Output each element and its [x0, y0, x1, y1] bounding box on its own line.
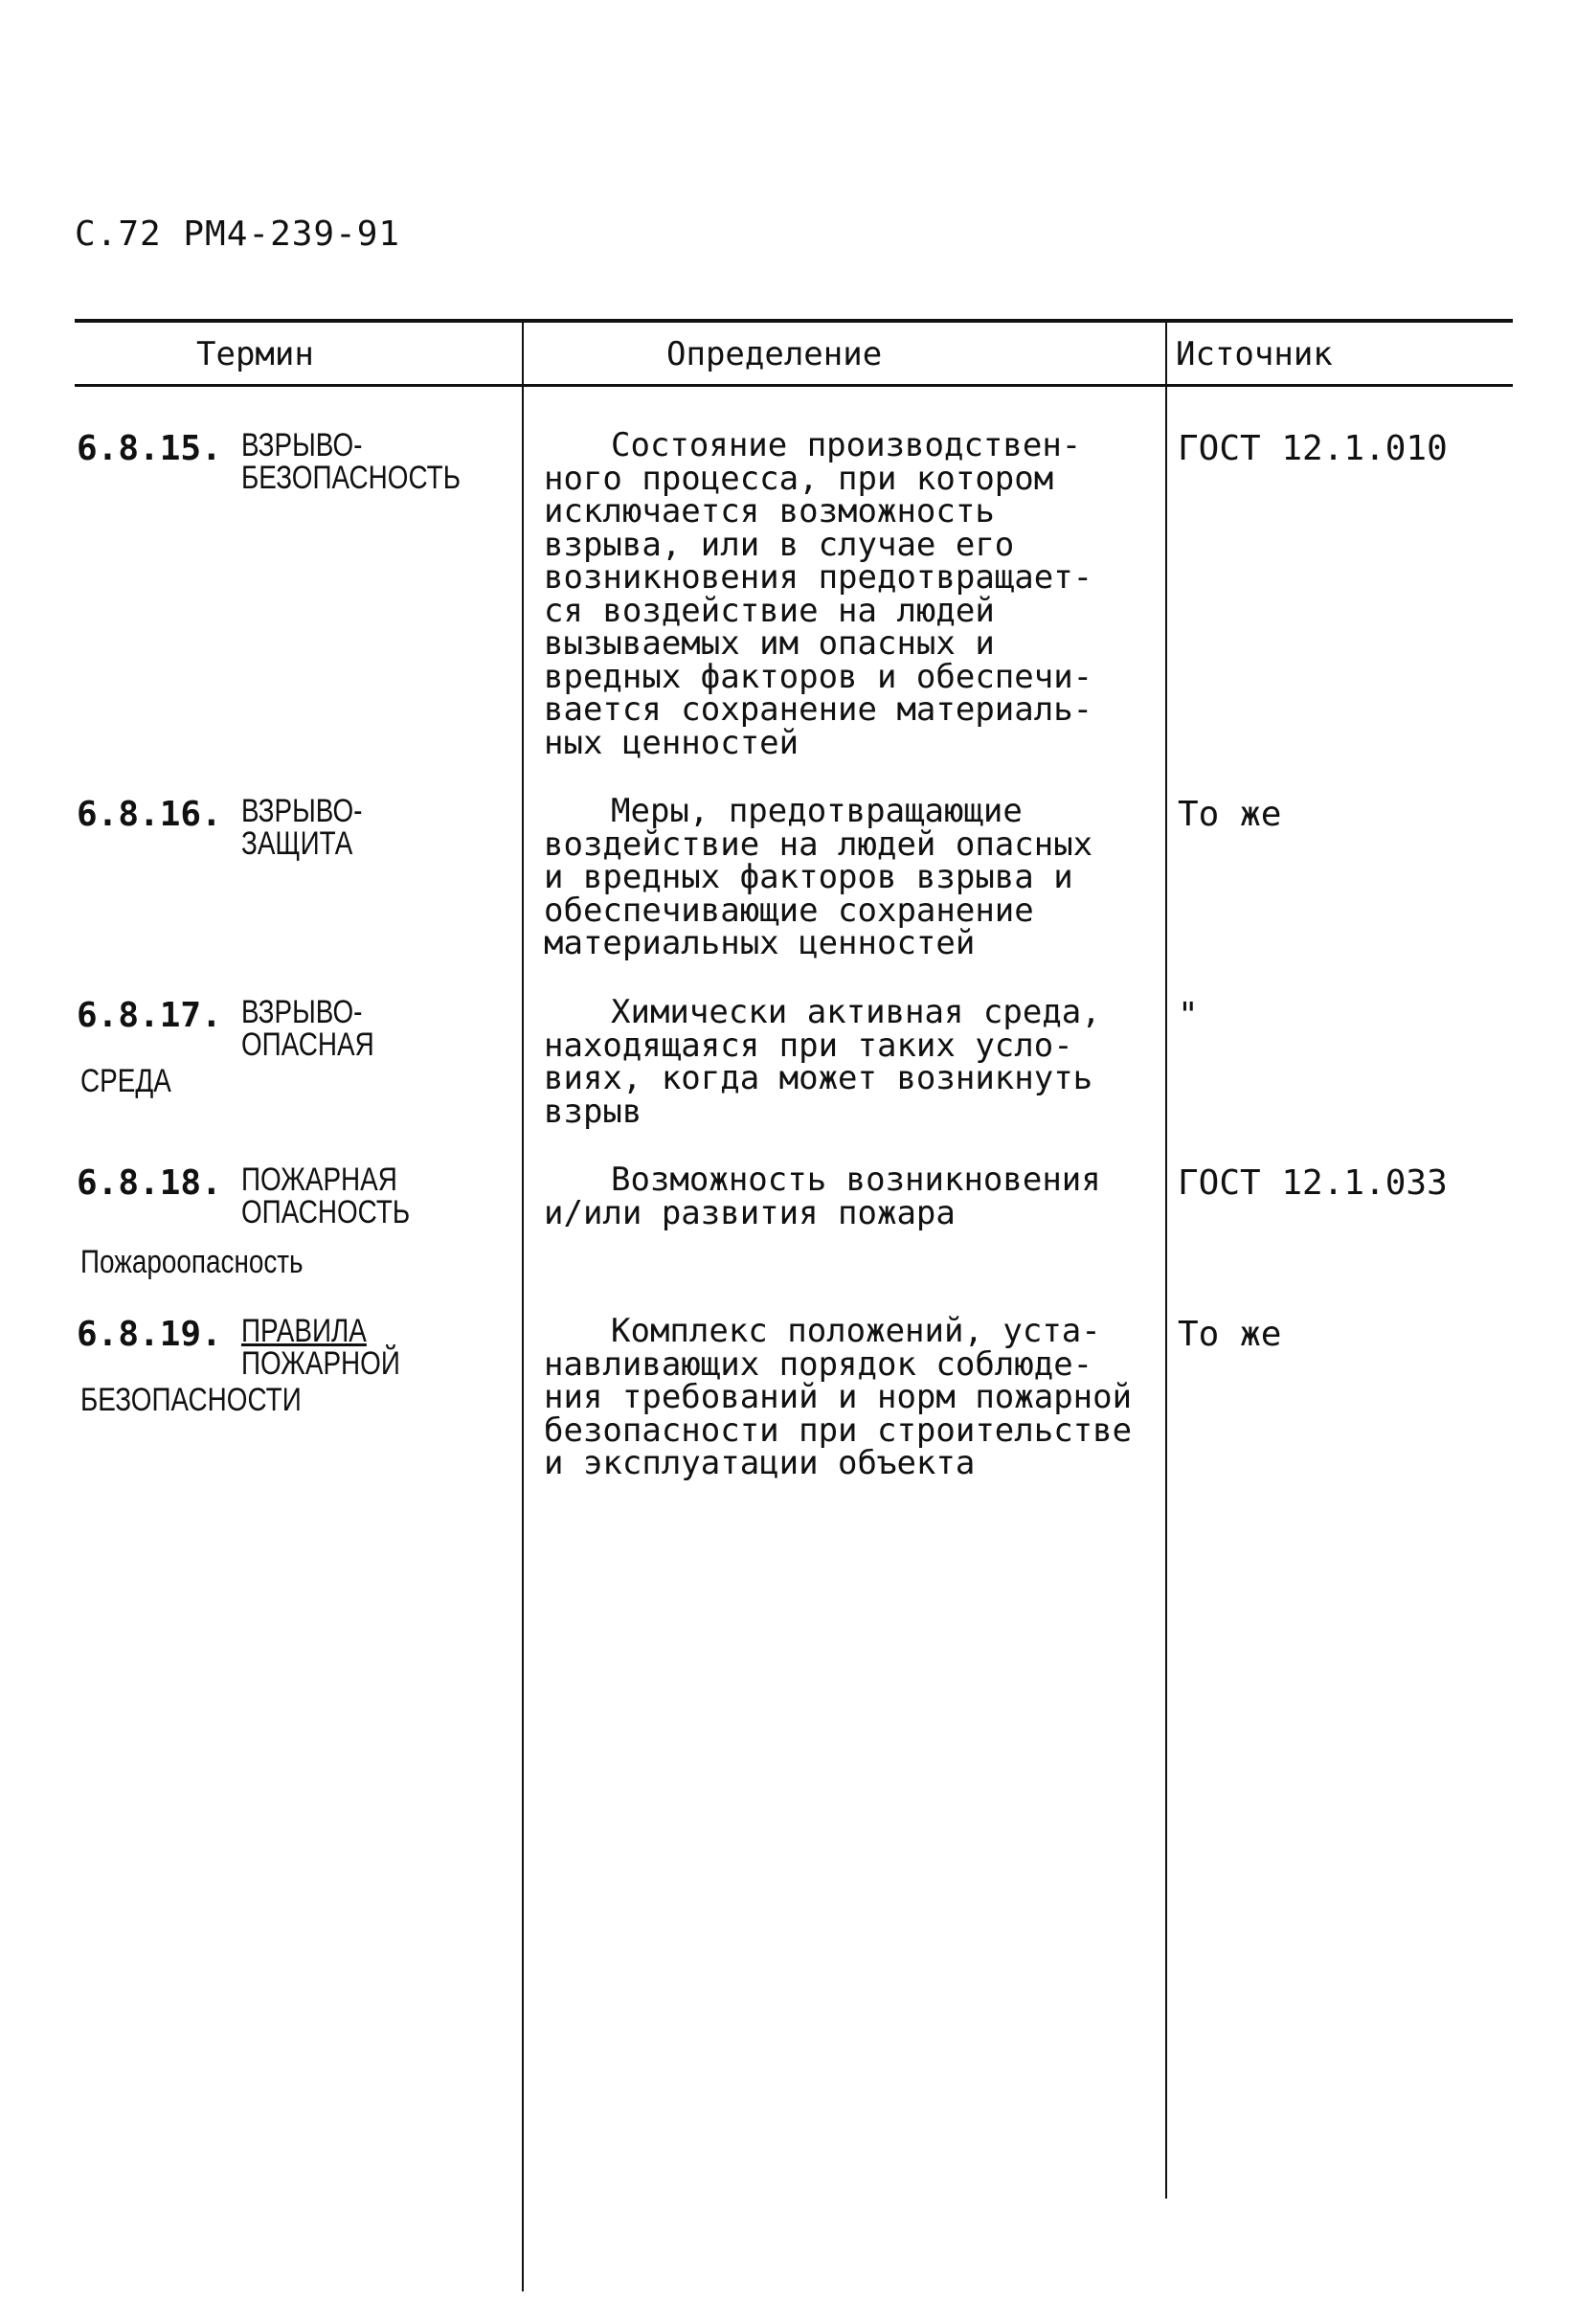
- entry-number: 6.8.18.: [77, 1163, 222, 1203]
- term-line: ВЗРЫВО-: [241, 793, 363, 829]
- entry-source: То же: [1178, 1315, 1282, 1354]
- term-line: БЕЗОПАСНОСТЬ: [241, 460, 462, 496]
- term-line: ВЗРЫВО-: [241, 427, 363, 463]
- definition-line: находящаяся при таких усло-: [544, 1026, 1073, 1065]
- definition-line: вредных факторов и обеспечи-: [544, 657, 1093, 696]
- entry-term: [241, 429, 461, 494]
- definition-line: Меры, предотвращающие: [611, 792, 1023, 830]
- term-line: ПРАВИЛА: [241, 1313, 367, 1349]
- definition-line: ных ценностей: [544, 723, 799, 762]
- entry-term-continuation: БЕЗОПАСНОСТИ: [80, 1382, 302, 1418]
- entry-term-continuation: СРЕДА: [80, 1063, 171, 1099]
- term-line: ЗАЩИТА: [241, 825, 353, 862]
- definition-line: Возможность возникновения: [611, 1161, 1101, 1199]
- definition-line: Состояние производствен-: [611, 426, 1082, 464]
- definition-line: Комплекс положений, уста-: [611, 1312, 1101, 1350]
- term-line: ОПАСНОСТЬ: [241, 1194, 411, 1230]
- definition-line: навливающих порядок соблюде-: [544, 1344, 1093, 1384]
- entry-number: 6.8.16.: [77, 795, 222, 834]
- entry-definition: [544, 792, 1176, 962]
- entry-number: 6.8.17.: [77, 996, 222, 1035]
- column-divider-term: [522, 319, 524, 2291]
- entry-term-synonym: Пожароопасность: [80, 1244, 304, 1280]
- definition-line: исключается возможность: [544, 492, 995, 530]
- entry-term: [241, 795, 362, 860]
- table-top-rule: [75, 319, 1513, 323]
- definition-line: безопасности при строительстве: [544, 1410, 1133, 1450]
- term-line: ОПАСНАЯ: [241, 1027, 374, 1063]
- entry-definition: [544, 1312, 1176, 1482]
- definition-line: вызываемых им опасных и: [544, 624, 995, 663]
- entry-term: [241, 1315, 400, 1380]
- term-line: ПОЖАРНОЙ: [241, 1345, 400, 1382]
- table-header-rule: [75, 384, 1513, 387]
- entry-term: [241, 996, 374, 1061]
- column-header-source: Источник: [1176, 335, 1333, 373]
- entry-source: ": [1178, 996, 1199, 1035]
- entry-term: [241, 1163, 410, 1229]
- entry-number: 6.8.15.: [77, 429, 222, 468]
- term-line: ВЗРЫВО-: [241, 994, 363, 1030]
- entry-definition: [544, 426, 1176, 762]
- definition-line: и/или развития пожара: [544, 1193, 956, 1232]
- definition-line: и эксплуатации объекта: [544, 1444, 976, 1482]
- definition-line: материальных ценностей: [544, 924, 976, 962]
- definition-line: ния требований и норм пожарной: [544, 1378, 1133, 1416]
- definition-line: возникновения предотвращает-: [544, 558, 1093, 597]
- definition-line: взрыв: [544, 1092, 642, 1131]
- definition-line: вается сохранение материаль-: [544, 690, 1093, 729]
- definition-line: виях, когда может возникнуть: [544, 1059, 1093, 1097]
- definition-line: и вредных факторов взрыва и: [544, 858, 1073, 896]
- entry-source: То же: [1178, 795, 1282, 834]
- definition-line: ного процесса, при котором: [544, 459, 1054, 498]
- column-header-definition: Определение: [666, 335, 883, 373]
- term-line: ПОЖАРНАЯ: [241, 1162, 397, 1198]
- entry-number: 6.8.19.: [77, 1315, 222, 1354]
- definition-line: ся воздействие на людей: [544, 591, 995, 630]
- definition-line: Химически активная среда,: [611, 993, 1101, 1031]
- definition-line: взрыва, или в случае его: [544, 525, 1015, 564]
- definition-line: обеспечивающие сохранение: [544, 891, 1034, 930]
- page-reference: С.72 РМ4-239-91: [75, 214, 401, 254]
- entry-definition: [544, 993, 1176, 1131]
- entry-definition: [544, 1163, 1176, 1230]
- entry-source: ГОСТ 12.1.033: [1178, 1163, 1448, 1203]
- definition-line: воздействие на людей опасных: [544, 824, 1093, 864]
- column-header-term: Термин: [196, 335, 314, 373]
- entry-source: ГОСТ 12.1.010: [1178, 429, 1448, 468]
